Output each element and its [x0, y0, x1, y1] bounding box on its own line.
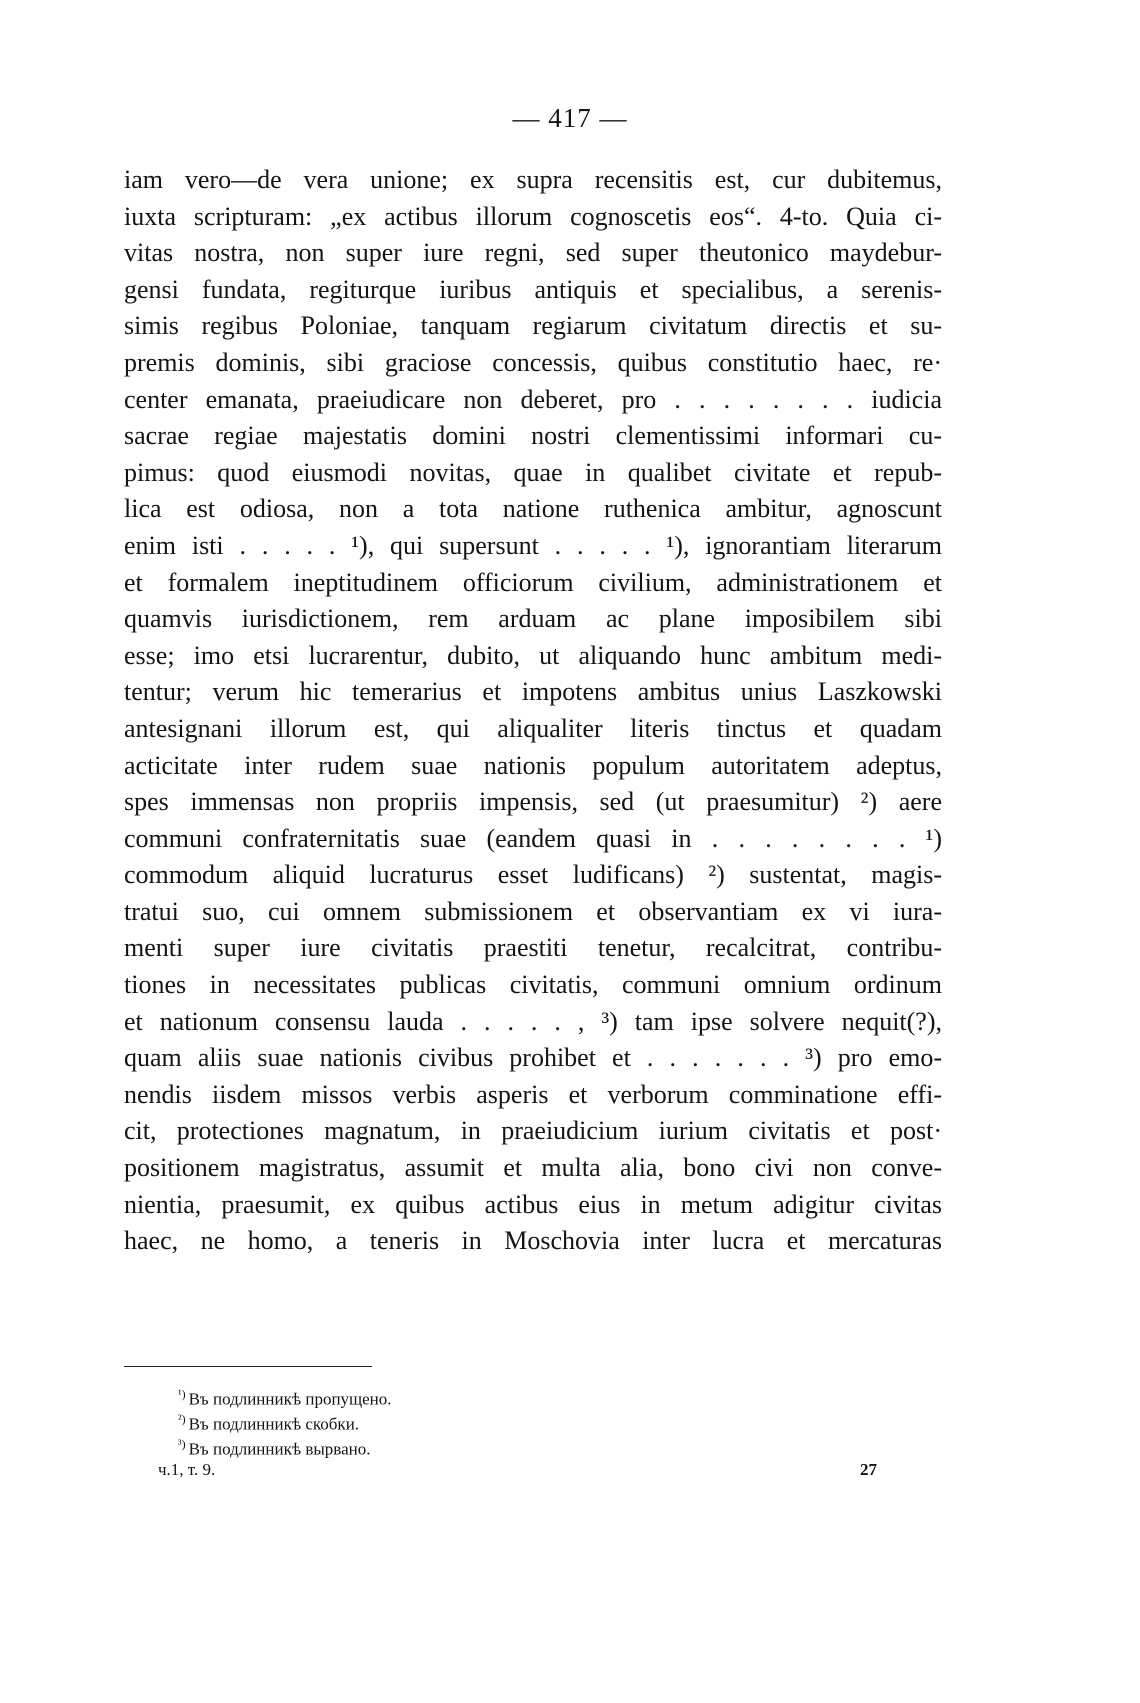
text-line-10: lica est odiosa, non a tota natione ruthenica ambitur, agnoscunt — [124, 494, 942, 524]
text-line-16: antesignani illorum est, qui aliqualiter literis tinctus et quadam — [124, 713, 942, 743]
footnote-mark: ¹) — [178, 1387, 186, 1401]
sheet-number: 27 — [860, 1460, 877, 1479]
text-line-4: gensi fundata, regiturque iuribus antiquis et specialibus, a serenis- — [124, 274, 942, 304]
text-line-7: center emanata, praeiudicare non deberet, pro . . . . . . . . iudicia — [124, 384, 942, 414]
footnote-2 — [178, 1407, 678, 1432]
text-line-11: enim isti . . . . . ¹), qui supersunt . . . . . ¹), ignorantiam literarum — [124, 530, 942, 560]
text-line-23: tiones in necessitates publicas civitatis, communi omnium ordinum — [124, 970, 942, 1000]
text-line-14: esse; imo etsi lucrarentur, dubito, ut aliquando hunc ambitum medi- — [124, 640, 942, 670]
page-number: — 417 — — [512, 103, 628, 133]
text-line-21: tratui suo, cui omnem submissionem et observantiam ex vi iura- — [124, 896, 942, 926]
text-line-18: spes immensas non propriis impensis, sed (ut praesumitur) ²) aere — [124, 787, 942, 817]
text-line-29: nientia, praesumit, ex quibus actibus eius in metum adigitur civitas — [124, 1189, 942, 1219]
text-line-17: acticitate inter rudem suae nationis populum autoritatem adeptus, — [124, 750, 942, 780]
text-line-25: quam aliis suae nationis civibus prohibet et . . . . . . . ³) pro emo- — [124, 1043, 942, 1073]
footnote-text: Въ подлинникѣ скобки. — [188, 1414, 360, 1434]
footnotes — [178, 1382, 678, 1457]
printer-signature: ч.1, т. 9. — [158, 1460, 216, 1479]
text-line-3: vitas nostra, non super iure regni, sed super theutonico maydebur- — [124, 238, 942, 268]
footnote-3 — [178, 1432, 678, 1457]
body-text — [124, 162, 942, 1260]
text-line-20: commodum aliquid lucraturus esset ludificans) ²) sustentat, magis- — [124, 860, 942, 890]
text-line-28: positionem magistratus, assumit et multa alia, bono civi non conve- — [124, 1153, 942, 1183]
text-line-26: nendis iisdem missos verbis asperis et verborum comminatione effi- — [124, 1079, 942, 1109]
text-line-5: simis regibus Poloniae, tanquam regiarum civitatum directis et su- — [124, 311, 942, 341]
text-line-2: iuxta scripturam: „ex actibus illorum cognoscetis eos“. 4-to. Quia ci- — [124, 201, 942, 231]
text-line-22: menti super iure civitatis praestiti tenetur, recalcitrat, contribu- — [124, 933, 942, 963]
text-line-30: haec, ne homo, a teneris in Moschovia inter lucra et mercaturas — [124, 1226, 942, 1256]
text-line-9: pimus: quod eiusmodi novitas, quae in qualibet civitate et repub- — [124, 457, 942, 487]
footnote-rule — [124, 1366, 372, 1367]
footnote-mark: ²) — [178, 1412, 186, 1426]
text-line-27: cit, protectiones magnatum, in praeiudicium iurium civitatis et post· — [124, 1116, 942, 1146]
text-line-8: sacrae regiae majestatis domini nostri clementissimi informari cu- — [124, 421, 942, 451]
text-line-19: communi confraternitatis suae (eandem quasi in . . . . . . . . ¹) — [124, 823, 942, 853]
text-line-15: tentur; verum hic temerarius et impotens ambitus unius Laszkowski — [124, 677, 942, 707]
text-line-1: iam vero—de vera unione; ex supra recensitis est, cur dubitemus, — [124, 165, 942, 194]
text-line-12: et formalem ineptitudinem officiorum civilium, administrationem et — [124, 567, 942, 597]
text-line-6: premis dominis, sibi graciose concessis, quibus constitutio haec, re· — [124, 347, 942, 377]
footnote-text: Въ подлинникѣ пропущено. — [188, 1389, 392, 1409]
text-line-13: quamvis iurisdictionem, rem arduam ac plane imposibilem sibi — [124, 604, 942, 634]
text-line-24: et nationum consensu lauda . . . . . , ³) tam ipse solvere nequit(?), — [124, 1006, 942, 1036]
footnote-mark: ³) — [178, 1437, 186, 1451]
footnote-text: Въ подлинникѣ вырвано. — [188, 1439, 371, 1459]
footnote-1 — [178, 1382, 678, 1407]
